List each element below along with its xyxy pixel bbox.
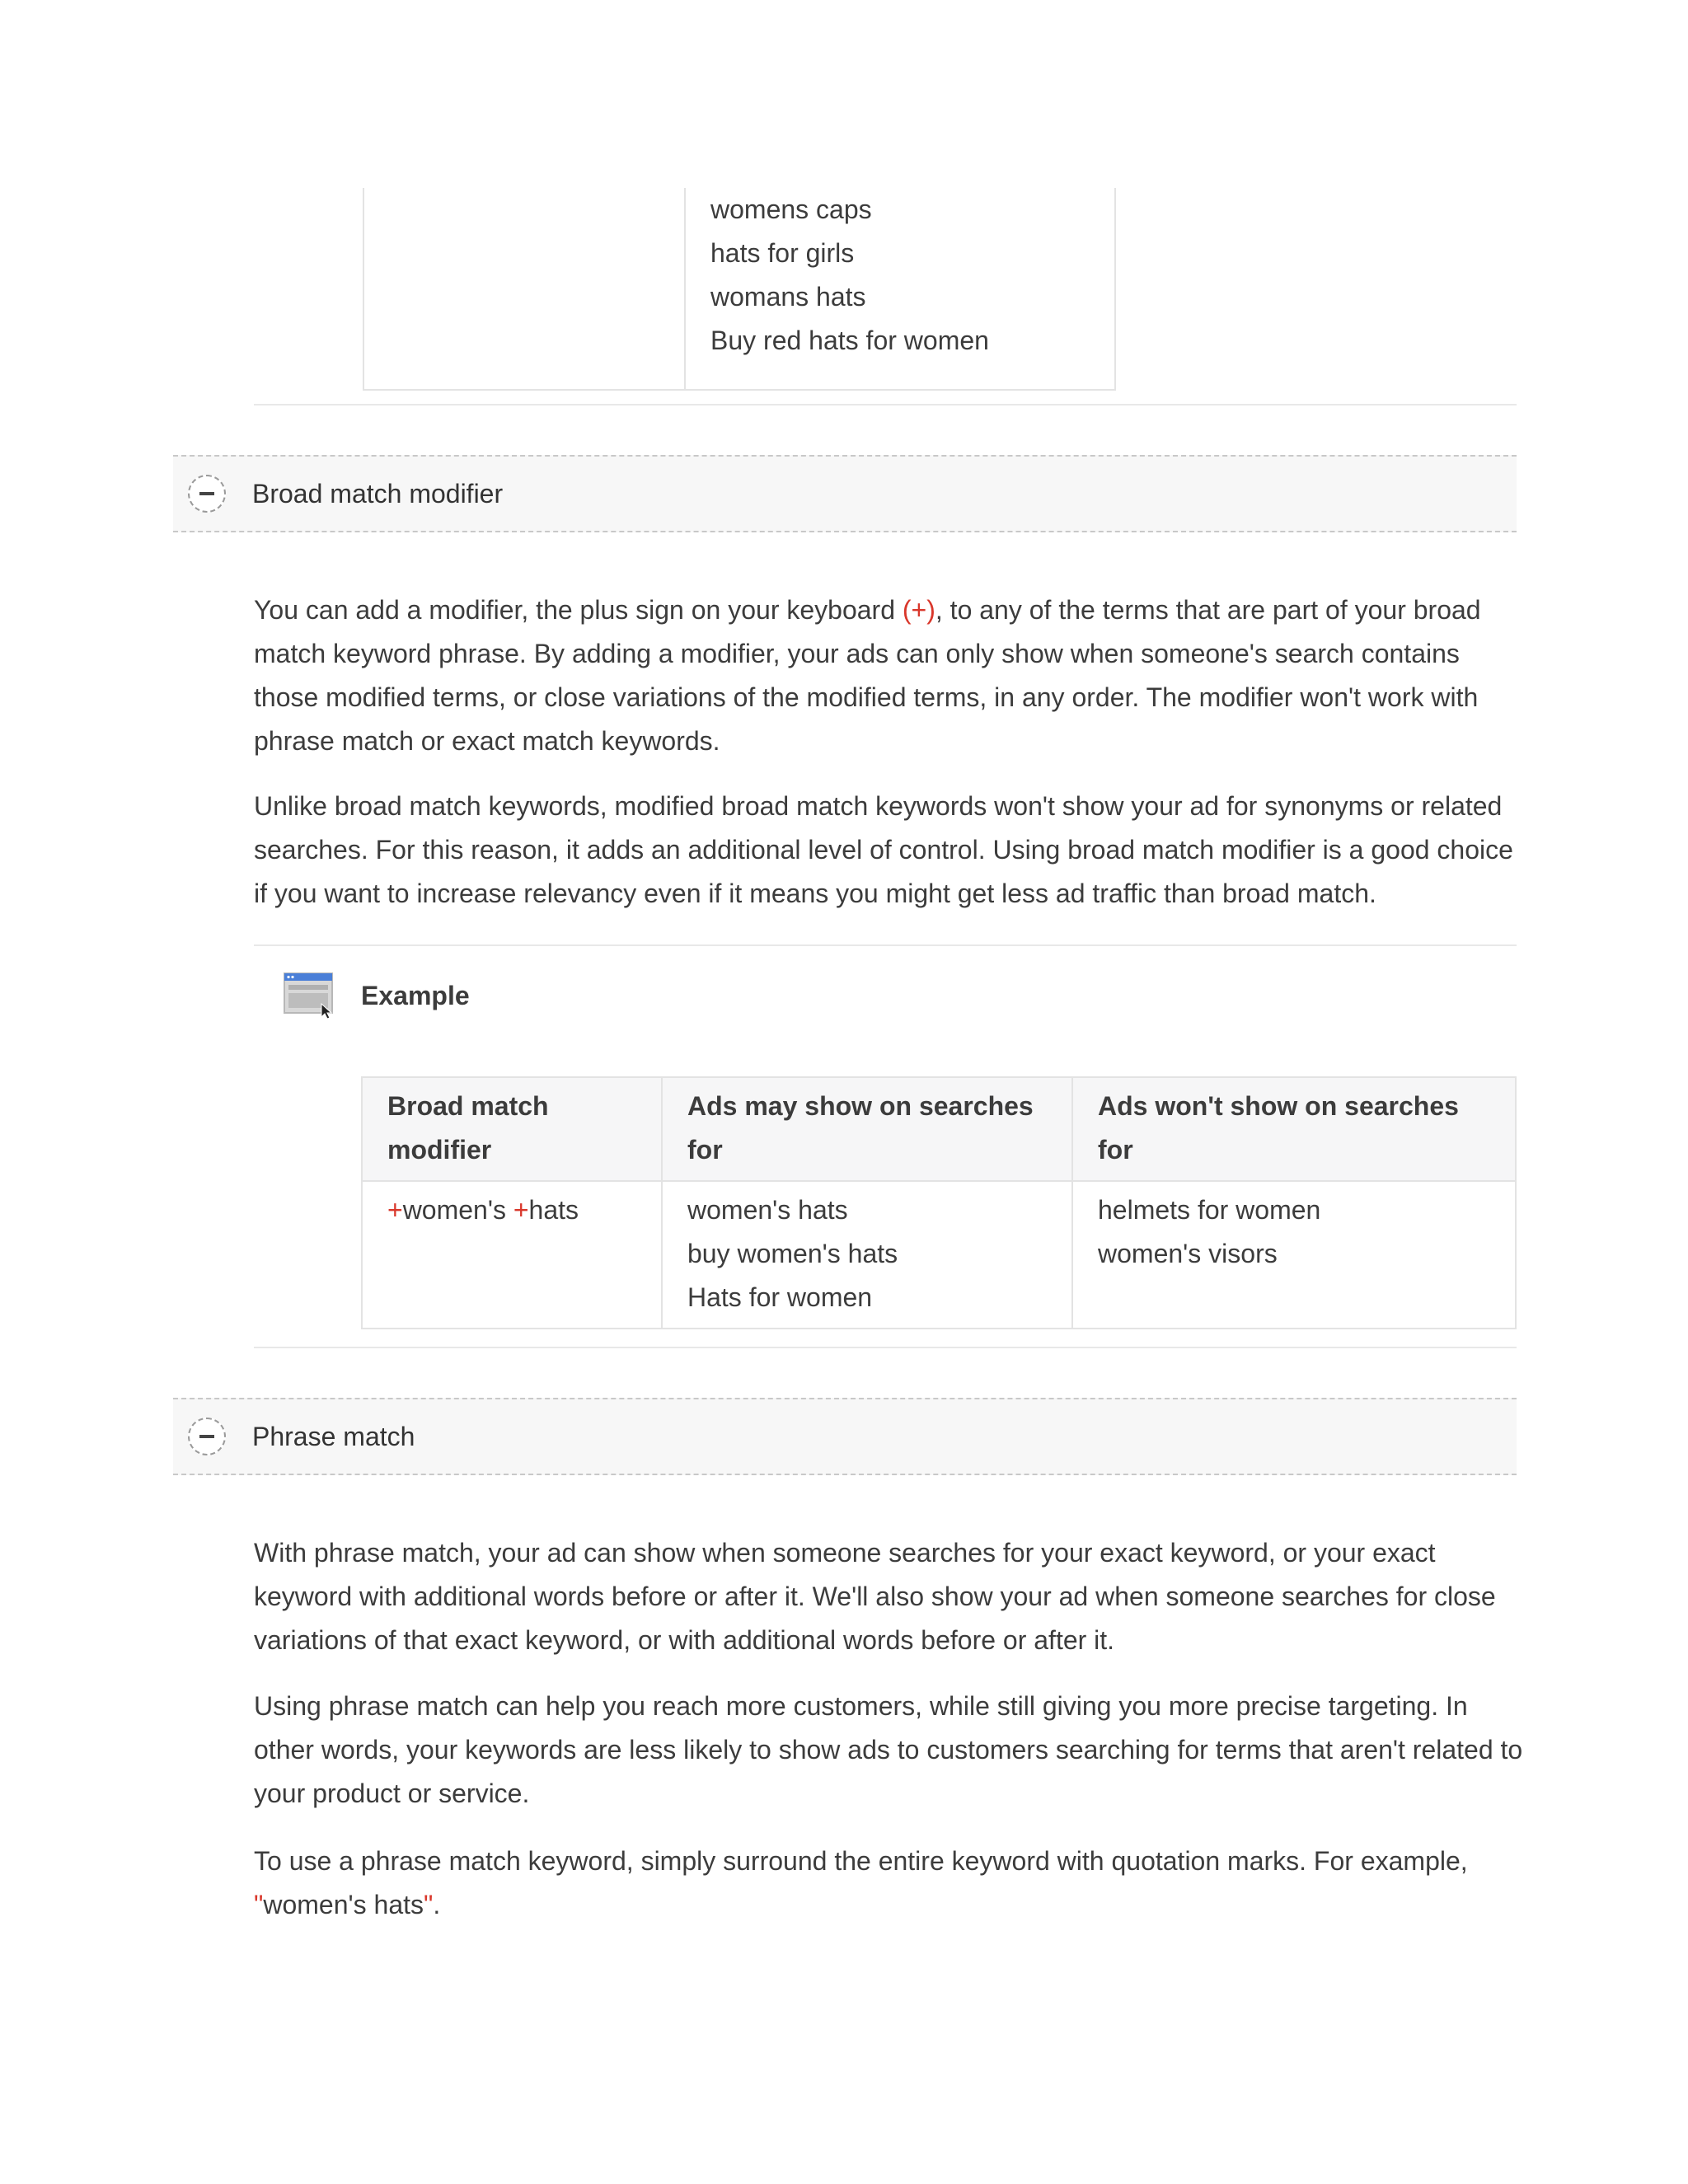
example-label: Example <box>361 981 470 1010</box>
keyword-example: women's hats <box>263 1890 424 1919</box>
table-header: Ads may show on searches for <box>662 1077 1072 1181</box>
list-item: Hats for women <box>687 1282 873 1312</box>
list-item: women's hats <box>687 1195 848 1225</box>
section-title: Broad match modifier <box>252 479 504 509</box>
phrase-match-paragraph-1: With phrase match, your ad can show when someone searches for your exact keyword, or your exact keyword with additional words before or after it. We'll also show your ad when someone searches for close variations of that exact keyword, or with additional words before or after it. <box>254 1538 1496 1655</box>
browser-window-cursor-icon <box>284 972 336 1019</box>
section-title: Phrase match <box>252 1422 415 1451</box>
may-show-cell <box>662 1181 1072 1329</box>
broad-modifier-paragraph-2: Unlike broad match keywords, modified broad match keywords won't show your ad for synonyms or related searches. For this reason, it adds an additional level of control. Using broad match modifier is a good choice if you want to increase relevancy even if it means you might get less ad traffic than broad match. <box>254 791 1513 908</box>
quote-mark: " <box>424 1890 434 1919</box>
text: . <box>433 1890 441 1919</box>
quote-mark: " <box>254 1890 264 1919</box>
list-item: womens caps <box>710 194 872 224</box>
list-item: womans hats <box>710 282 866 312</box>
phrase-match-paragraph-2: Using phrase match can help you reach more customers, while still giving you more precise targeting. In other words, your keywords are less likely to show ads to customers searching for terms that aren't related to your product or service. <box>254 1691 1523 1808</box>
top-table-search-list <box>710 188 989 363</box>
plus-modifier: + <box>513 1195 529 1225</box>
table-header-row <box>362 1077 1516 1181</box>
table-row <box>362 1181 1516 1329</box>
text: To use a phrase match keyword, simply surround the entire keyword with quotation marks. For example, <box>254 1846 1468 1876</box>
broad-modifier-example-table <box>361 1076 1517 1329</box>
plus-sign-highlight: (+) <box>902 595 935 625</box>
top-example-table <box>363 188 1116 391</box>
phrase-match-header[interactable] <box>173 1398 1517 1475</box>
list-item: Buy red hats for women <box>710 326 989 355</box>
table-column-divider <box>684 188 686 389</box>
section-divider <box>254 1347 1517 1348</box>
keyword-term: hats <box>528 1195 579 1225</box>
example-top-divider <box>254 944 1517 946</box>
phrase-match-paragraph-3 <box>254 1840 1523 1927</box>
broad-match-modifier-header[interactable] <box>173 455 1517 532</box>
minus-circle-icon[interactable] <box>188 475 226 513</box>
list-item: buy women's hats <box>687 1239 898 1268</box>
broad-modifier-paragraph-1 <box>254 588 1523 763</box>
table-header: Ads won't show on searches for <box>1072 1077 1516 1181</box>
keyword-cell <box>362 1181 662 1329</box>
minus-circle-icon[interactable] <box>188 1418 226 1455</box>
table-header: Broad match modifier <box>362 1077 662 1181</box>
section-divider <box>254 404 1517 405</box>
text: , to any of the terms that are part of your broad match keyword phrase. By adding a modifier, your ads can only show when someone's search contains those modified terms, or close variations of the modified terms, in any order. The modifier won't work with phrase match or exact match keywords. <box>254 595 1481 756</box>
wont-show-cell <box>1072 1181 1516 1329</box>
list-item: helmets for women <box>1098 1195 1321 1225</box>
keyword-term: women's <box>402 1195 513 1225</box>
text: You can add a modifier, the plus sign on your keyboard <box>254 595 903 625</box>
list-item: hats for girls <box>710 238 855 268</box>
list-item: women's visors <box>1098 1239 1278 1268</box>
plus-modifier: + <box>387 1195 403 1225</box>
